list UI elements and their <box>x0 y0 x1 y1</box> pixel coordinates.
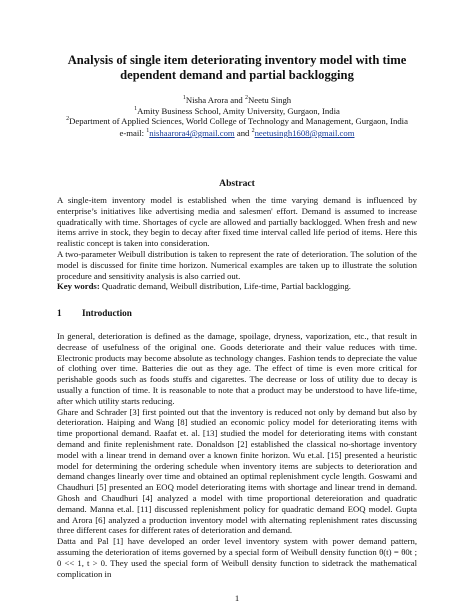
introduction-body <box>57 331 417 579</box>
abstract-heading: Abstract <box>219 178 255 189</box>
email2-link[interactable]: neetusingh1608@gmail.com <box>254 128 355 138</box>
section-number: 1 <box>57 308 62 318</box>
email-label: e-mail: <box>119 128 147 138</box>
keywords-label: Key words: <box>57 281 102 292</box>
intro-paragraph-3: Datta and Pal [1] have developed an order level inventory system with power demand pattern, assuming the deterioration of items governed by a special form of Weibull density function θ(t) = θ0t ; 0 << 1, t > 0. They used the special form of Weibull density function to sidetrack the mathematical complication in <box>57 536 417 579</box>
email-and: and <box>234 128 252 138</box>
email2-superscript: 2 <box>251 128 255 135</box>
abstract-paragraph-2: A two-parameter Weibull distribution is taken to represent the rate of deterioration. The solution of the model is discussed for finite time horizon. Numerical examples are taken up to illustrate the solution procedure and sensitivity analysis is also carried out. <box>57 248 417 281</box>
intro-paragraph-1: In general, deterioration is defined as the damage, spoilage, dryness, vaporization, etc., that result in decrease of usefulness of the original one. Goods deteriorate and their value reduces with time. Electronic products may become absolute as technology changes. Fashion tends to depreciate the value of clothing over time. Batteries die out as they age. The effect of time is even more critical for perishable goods such as foods stuffs and cigarettes. The decrease or loss of utility due to decay is usually a function of time. It is reasonable to note that a product may be understood to have life-time, after which utility starts reducing. <box>57 331 417 406</box>
author2-name: Neetu Singh <box>247 95 292 105</box>
author-block <box>40 95 434 127</box>
title-line-1: Analysis of single item deteriorating inventory model with time <box>67 53 407 67</box>
abstract-section <box>57 195 417 292</box>
email-line <box>40 128 434 139</box>
author-line <box>40 95 434 106</box>
author1-name: Nisha Arora and <box>185 95 245 105</box>
email1-link[interactable]: nishaarora4@gmail.com <box>149 128 235 138</box>
author2-superscript: 2 <box>244 95 248 102</box>
abstract-paragraph-1: A single-item inventory model is established when the time varying demand is influenced by enterprise’s initiatives like advertising media and salesmen' effort. Demand is assumed to increase quadratically with time. Shortages of cycle are allowed and partially backlogged. When fresh and new items arrive in stock, they begin to decay after fixed time interval called life period of items. Here this realistic concept is taken into consideration. <box>57 195 417 249</box>
intro-paragraph-2: Ghare and Schrader [3] first pointed out that the inventory is reduced not only by demand but also by deterioration. Haiping and Wang [8] studied an economic policy model for deteriorating items with time proportional demand. Raafat et. al. [13] studied the model for deteriorating items with constant demand and finite replenishment rate. Donaldson [2] established the classical no-shortage inventory model with a linear trend in demand over a known finite horizon. Wu et.al. [15] presented a heuristic model for determining the ordering schedule when inventory items are subjects to deterioration and demand changes linearly over time and obtained an optimal replenishment cycle length. Goswami and Chaudhuri [5] presented an EOQ model deteriorating items with shortage and linear trend in demand. Ghosh and Chaudhuri [4] analyzed a model with time proportional detereioration and quadratic demand. Manna et.al. [11] discussed replenishment policy for quadratic demand EOQ model. Gupta and Arora [6] analyzed a production inventory model with alternating replenishment rates discussing three different cases for different rates of deterioration and demand. <box>57 406 417 536</box>
section-title: Introduction <box>82 308 132 318</box>
affiliation-1 <box>40 106 434 117</box>
page-number: 1 <box>234 593 240 603</box>
affiliation-2 <box>40 116 434 127</box>
paper-title <box>40 53 434 83</box>
affiliation1-text: Amity Business School, Amity University, Gurgaon, India <box>137 105 340 116</box>
affiliation2-superscript: 2 <box>66 116 70 123</box>
section-heading-introduction <box>57 308 132 319</box>
keywords-line <box>57 281 417 292</box>
title-line-2: dependent demand and partial backlogging <box>120 68 354 82</box>
keywords-text: Quadratic demand, Weibull distribution, Life-time, Partial backlogging. <box>101 281 351 292</box>
affiliation1-superscript: 1 <box>134 105 138 112</box>
author1-superscript: 1 <box>182 95 186 102</box>
affiliation2-text: Department of Applied Sciences, World College of Technology and Management, Gurgaon, India <box>69 116 408 126</box>
email1-superscript: 1 <box>146 128 150 135</box>
